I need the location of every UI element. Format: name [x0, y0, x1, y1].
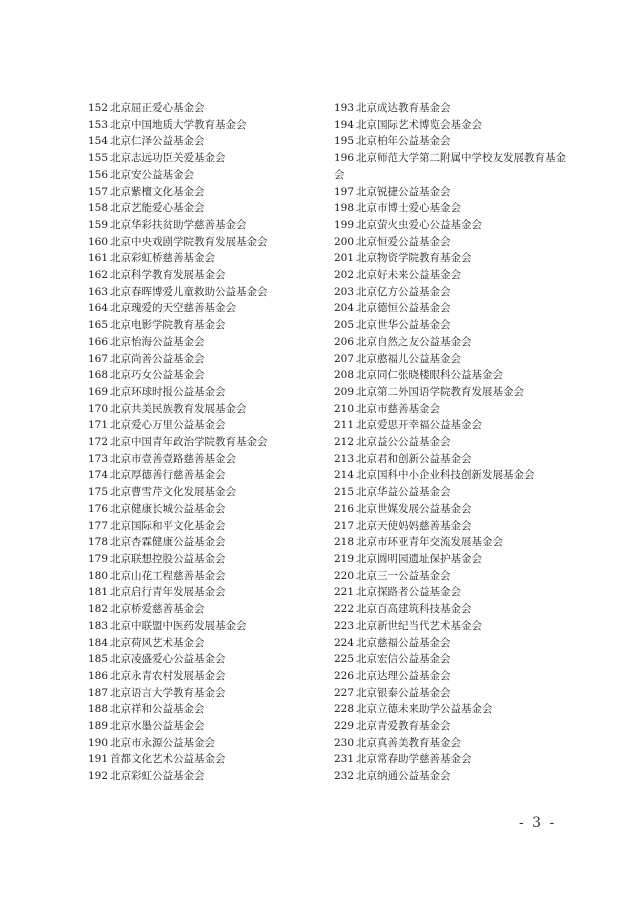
foundation-name: 首都文化艺术公益基金会: [110, 753, 226, 766]
foundation-name: 北京仁泽公益基金会: [110, 135, 205, 148]
item-number: 197: [334, 185, 355, 198]
list-item: [334, 551, 574, 568]
list-item: [334, 534, 574, 551]
foundation-name: 北京水墨公益基金会: [110, 720, 205, 733]
item-number: 192: [88, 770, 109, 783]
list-item: [88, 768, 324, 785]
item-number: 198: [334, 202, 355, 215]
list-item: [88, 718, 324, 735]
item-number: 171: [88, 419, 109, 432]
list-item: [334, 234, 574, 251]
list-item: [334, 100, 574, 117]
list-item: [334, 150, 574, 183]
item-number: 172: [88, 436, 109, 449]
foundation-name: 北京世华公益基金会: [356, 319, 451, 332]
list-item: [334, 250, 574, 267]
foundation-name: 北京市永源公益基金会: [110, 736, 215, 749]
foundation-name: 北京同仁张晓楼眼科公益基金会: [356, 369, 503, 382]
item-number: 169: [88, 385, 109, 398]
list-item: [334, 518, 574, 535]
foundation-name: 北京紫檀文化基金会: [110, 185, 205, 198]
list-item: [88, 267, 324, 284]
foundation-name: 北京银泰公益基金会: [356, 686, 451, 699]
list-item: [88, 651, 324, 668]
list-item: [334, 501, 574, 518]
foundation-name: 北京巧女公益基金会: [110, 369, 205, 382]
item-number: 223: [334, 619, 355, 632]
list-item: [88, 601, 324, 618]
item-number: 221: [334, 586, 355, 599]
item-number: 160: [88, 235, 109, 248]
list-item: [88, 217, 324, 234]
item-number: 211: [334, 419, 355, 432]
list-item: [88, 584, 324, 601]
foundation-name: 北京真善美教育基金会: [356, 736, 461, 749]
foundation-name: 北京华益公益基金会: [356, 486, 451, 499]
item-number: 207: [334, 352, 355, 365]
list-item: [334, 635, 574, 652]
list-item: [334, 601, 574, 618]
list-item: [334, 701, 574, 718]
foundation-name: 北京共美民族教育发展基金会: [110, 402, 247, 415]
foundation-name: 北京市环亚青年交流发展基金会: [356, 536, 503, 549]
item-number: 224: [334, 636, 355, 649]
foundation-name: 北京三一公益基金会: [356, 569, 451, 582]
list-item: [88, 635, 324, 652]
list-item: [88, 184, 324, 201]
item-number: 196: [334, 152, 355, 165]
foundation-name: 北京慈福公益基金会: [356, 636, 451, 649]
foundation-name: 北京凌盛爱心公益基金会: [110, 653, 226, 666]
foundation-name: 北京科学教育发展基金会: [110, 269, 226, 282]
item-number: 157: [88, 185, 109, 198]
list-item: [334, 768, 574, 785]
item-number: 194: [334, 118, 355, 131]
item-number: 209: [334, 385, 355, 398]
item-number: 227: [334, 686, 355, 699]
item-number: 175: [88, 486, 109, 499]
foundation-name: 北京师范大学第二附属中学校友发展教育基金会: [334, 152, 566, 181]
foundation-name: 北京电影学院教育基金会: [110, 319, 226, 332]
list-item: [88, 534, 324, 551]
foundation-name: 北京市慈善基金会: [356, 402, 440, 415]
foundation-name: 北京恒爱公益基金会: [356, 235, 451, 248]
list-item: [88, 133, 324, 150]
item-number: 173: [88, 452, 109, 465]
item-number: 180: [88, 569, 109, 582]
item-number: 199: [334, 218, 355, 231]
item-number: 176: [88, 502, 109, 515]
foundation-name: 北京好未来公益基金会: [356, 269, 461, 282]
list-item: [334, 751, 574, 768]
item-number: 182: [88, 603, 109, 616]
list-item: [334, 685, 574, 702]
item-number: 208: [334, 369, 355, 382]
item-number: 183: [88, 619, 109, 632]
foundation-name: 北京安公益基金会: [110, 168, 194, 181]
item-number: 228: [334, 703, 355, 716]
item-number: 204: [334, 302, 355, 315]
right-column: [334, 100, 574, 785]
list-item: [334, 718, 574, 735]
foundation-name: 北京爱心万里公益基金会: [110, 419, 226, 432]
item-number: 166: [88, 335, 109, 348]
list-item: [88, 367, 324, 384]
item-number: 226: [334, 669, 355, 682]
list-item: [88, 250, 324, 267]
list-item: [88, 150, 324, 167]
foundation-name: 北京中联盟中医药发展基金会: [110, 619, 247, 632]
list-item: [334, 217, 574, 234]
foundation-name: 北京新世纪当代艺术基金会: [356, 619, 482, 632]
foundation-name: 北京锐捷公益基金会: [356, 185, 451, 198]
item-number: 187: [88, 686, 109, 699]
item-number: 213: [334, 452, 355, 465]
item-number: 159: [88, 218, 109, 231]
list-item: [334, 317, 574, 334]
foundation-name: 北京圆明园遗址保护基金会: [356, 552, 482, 565]
list-item: [334, 300, 574, 317]
foundation-name: 北京自然之友公益基金会: [356, 335, 472, 348]
list-item: [88, 200, 324, 217]
list-item: [88, 334, 324, 351]
left-column: [88, 100, 324, 785]
item-number: 185: [88, 653, 109, 666]
list-item: [88, 417, 324, 434]
item-number: 225: [334, 653, 355, 666]
foundation-name: 北京市博士爱心基金会: [356, 202, 461, 215]
list-item: [88, 317, 324, 334]
foundation-name: 北京宏信公益基金会: [356, 653, 451, 666]
list-item: [334, 451, 574, 468]
foundation-name: 北京柏年公益基金会: [356, 135, 451, 148]
foundation-name: 北京联想控股公益基金会: [110, 552, 226, 565]
list-item: [334, 351, 574, 368]
list-item: [88, 551, 324, 568]
list-item: [334, 200, 574, 217]
foundation-name: 北京彩虹公益基金会: [110, 770, 205, 783]
foundation-name: 北京华彩扶贫助学慈善基金会: [110, 218, 247, 231]
foundation-name: 北京桥爱慈善基金会: [110, 603, 205, 616]
foundation-name: 北京杏霖健康公益基金会: [110, 536, 226, 549]
list-item: [88, 117, 324, 134]
item-number: 229: [334, 720, 355, 733]
item-number: 179: [88, 552, 109, 565]
list-item: [88, 501, 324, 518]
foundation-name: 北京彩虹桥慈善基金会: [110, 252, 215, 265]
foundation-name: 北京百高建筑科技基金会: [356, 603, 472, 616]
item-number: 220: [334, 569, 355, 582]
item-number: 170: [88, 402, 109, 415]
foundation-name: 北京物资学院教育基金会: [356, 252, 472, 265]
foundation-name: 北京语言大学教育基金会: [110, 686, 226, 699]
foundation-name: 北京立德未来助学公益基金会: [356, 703, 493, 716]
foundation-name: 北京尚善公益基金会: [110, 352, 205, 365]
list-item: [334, 584, 574, 601]
item-number: 218: [334, 536, 355, 549]
foundation-name: 北京君和创新公益基金会: [356, 452, 472, 465]
list-item: [88, 451, 324, 468]
item-number: 177: [88, 519, 109, 532]
foundation-name: 北京萤火虫爱心公益基金会: [356, 218, 482, 231]
item-number: 152: [88, 102, 109, 114]
list-item: [334, 417, 574, 434]
foundation-name: 北京荷风艺术基金会: [110, 636, 205, 649]
foundation-name: 北京天使妈妈慈善基金会: [356, 519, 472, 532]
list-item: [334, 267, 574, 284]
item-number: 158: [88, 202, 109, 215]
item-number: 165: [88, 319, 109, 332]
item-number: 155: [88, 152, 109, 165]
foundation-name: 北京厚德善行慈善基金会: [110, 469, 226, 482]
foundation-name: 北京爱思开幸福公益基金会: [356, 419, 482, 432]
item-number: 168: [88, 369, 109, 382]
item-number: 163: [88, 285, 109, 298]
foundation-name: 北京启行青年发展基金会: [110, 586, 226, 599]
list-item: [88, 668, 324, 685]
list-item: [88, 735, 324, 752]
foundation-name: 北京青爱教育基金会: [356, 720, 451, 733]
list-item: [334, 384, 574, 401]
list-item: [88, 284, 324, 301]
foundation-name: 北京中央戏剧学院教育发展基金会: [110, 235, 268, 248]
list-item: [334, 467, 574, 484]
foundation-name: 北京永青农村发展基金会: [110, 669, 226, 682]
list-item: [88, 484, 324, 501]
list-item: [88, 434, 324, 451]
item-number: 203: [334, 285, 355, 298]
list-item: [334, 133, 574, 150]
item-number: 195: [334, 135, 355, 148]
item-number: 161: [88, 252, 109, 265]
item-number: 154: [88, 135, 109, 148]
foundation-name: 北京瑰爱的天空慈善基金会: [110, 302, 236, 315]
foundation-name: 北京曹雪芹文化发展基金会: [110, 486, 236, 499]
list-item: [88, 618, 324, 635]
item-number: 215: [334, 486, 355, 499]
list-item: [334, 117, 574, 134]
list-item: [88, 167, 324, 184]
item-number: 156: [88, 168, 109, 181]
list-item: [88, 384, 324, 401]
list-item: [88, 751, 324, 768]
item-number: 231: [334, 753, 355, 766]
item-number: 201: [334, 252, 355, 265]
item-number: 222: [334, 603, 355, 616]
foundation-name: 北京环球时报公益基金会: [110, 385, 226, 398]
foundation-name: 北京中国青年政治学院教育基金会: [110, 436, 268, 449]
list-item: [334, 484, 574, 501]
foundation-name: 北京春晖博爱儿童救助公益基金会: [110, 285, 268, 298]
item-number: 206: [334, 335, 355, 348]
item-number: 164: [88, 302, 109, 315]
list-item: [88, 701, 324, 718]
list-item: [334, 184, 574, 201]
list-item: [334, 434, 574, 451]
list-item: [88, 401, 324, 418]
foundation-name: 北京亿方公益基金会: [356, 285, 451, 298]
foundation-name: 北京常春助学慈善基金会: [356, 753, 472, 766]
item-number: 214: [334, 469, 355, 482]
item-number: 216: [334, 502, 355, 515]
item-number: 230: [334, 736, 355, 749]
list-item: [334, 284, 574, 301]
list-item: [88, 518, 324, 535]
list-item: [88, 351, 324, 368]
list-item: [334, 651, 574, 668]
foundation-name: 北京国际和平文化基金会: [110, 519, 226, 532]
list-item: [334, 668, 574, 685]
list-item: [334, 367, 574, 384]
item-number: 188: [88, 703, 109, 716]
foundation-name: 北京志远功臣关爱基金会: [110, 152, 226, 165]
foundation-name: 北京山花工程慈善基金会: [110, 569, 226, 582]
item-number: 210: [334, 402, 355, 415]
foundation-name: 北京第二外国语学院教育发展基金会: [356, 385, 524, 398]
item-number: 191: [88, 753, 109, 766]
foundation-name: 北京国科中小企业科技创新发展基金会: [356, 469, 535, 482]
foundation-name: 北京怡海公益基金会: [110, 335, 205, 348]
foundation-name: 北京市壹善壹路慈善基金会: [110, 452, 236, 465]
item-number: 200: [334, 235, 355, 248]
item-number: 212: [334, 436, 355, 449]
foundation-name: 北京成达教育基金会: [356, 102, 451, 114]
foundation-name: 北京国际艺术博览会基金会: [356, 118, 482, 131]
item-number: 178: [88, 536, 109, 549]
list-item: [88, 568, 324, 585]
item-number: 190: [88, 736, 109, 749]
foundation-name: 北京中国地质大学教育基金会: [110, 118, 247, 131]
item-number: 189: [88, 720, 109, 733]
list-item: [334, 401, 574, 418]
foundation-name: 北京祥和公益基金会: [110, 703, 205, 716]
list-item: [88, 100, 324, 117]
page-number: - 3 -: [519, 815, 557, 831]
item-number: 162: [88, 269, 109, 282]
foundation-name: 北京探路者公益基金会: [356, 586, 461, 599]
item-number: 184: [88, 636, 109, 649]
item-number: 232: [334, 770, 355, 783]
item-number: 181: [88, 586, 109, 599]
foundation-name: 北京艺能爱心基金会: [110, 202, 205, 215]
list-item: [334, 334, 574, 351]
item-number: 174: [88, 469, 109, 482]
list-item: [88, 685, 324, 702]
item-number: 167: [88, 352, 109, 365]
list-item: [334, 618, 574, 635]
list-item: [334, 568, 574, 585]
foundation-name: 北京憨福儿公益基金会: [356, 352, 461, 365]
list-item: [88, 300, 324, 317]
list-item: [88, 467, 324, 484]
item-number: 186: [88, 669, 109, 682]
foundation-name: 北京屈正爱心基金会: [110, 102, 205, 114]
foundation-name: 北京益公公益基金会: [356, 436, 451, 449]
list-item: [88, 234, 324, 251]
list-item: [334, 735, 574, 752]
item-number: 193: [334, 102, 355, 114]
foundation-name: 北京德恒公益基金会: [356, 302, 451, 315]
item-number: 219: [334, 552, 355, 565]
foundation-name: 北京世媒发展公益基金会: [356, 502, 472, 515]
foundation-name: 北京达理公益基金会: [356, 669, 451, 682]
item-number: 217: [334, 519, 355, 532]
item-number: 205: [334, 319, 355, 332]
foundation-name: 北京纳通公益基金会: [356, 770, 451, 783]
foundation-name: 北京健康长城公益基金会: [110, 502, 226, 515]
item-number: 153: [88, 118, 109, 131]
item-number: 202: [334, 269, 355, 282]
